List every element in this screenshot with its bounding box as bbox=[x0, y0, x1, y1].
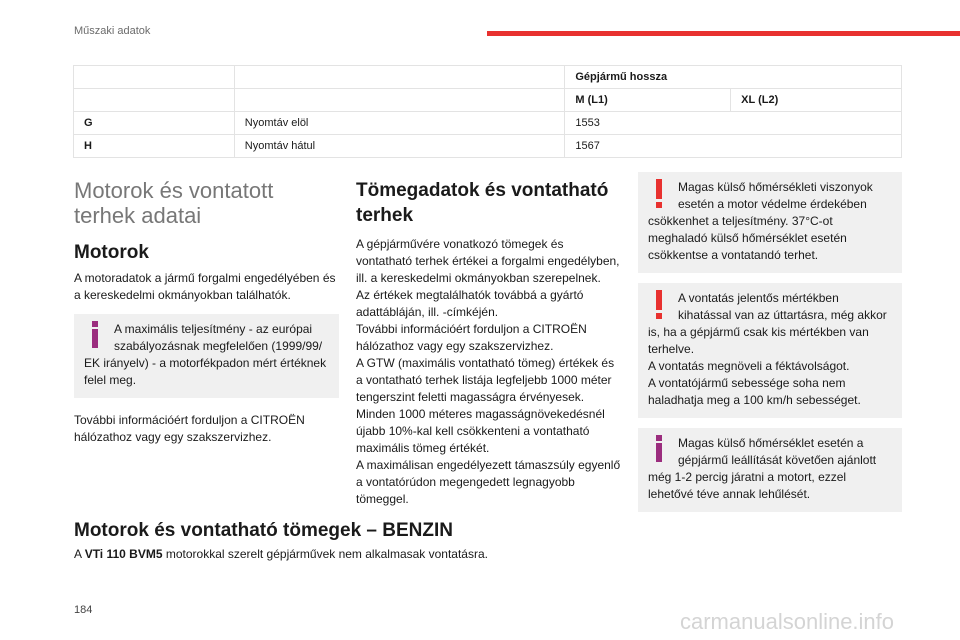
main-title: Motorok és vontatott terhek adatai bbox=[74, 178, 274, 228]
benzin-title: Motorok és vontatható tömegek – BENZIN bbox=[74, 520, 453, 541]
warning-icon bbox=[648, 290, 670, 320]
engine-name: VTi 110 BVM5 bbox=[84, 547, 163, 561]
row-label: Nyomtáv elöl bbox=[234, 112, 565, 135]
table-row bbox=[74, 112, 902, 135]
warning-icon bbox=[648, 179, 670, 209]
warning-note-towing bbox=[638, 283, 902, 418]
motorok-text: A motoradatok a jármű forgalmi engedélyében és a kereskedelmi okmányokban találhatók. bbox=[74, 271, 336, 302]
warning-note-text: Magas külső hőmérsékleti viszonyok esetén a motor védelme érdekében csökkenhet a teljesítmény. 37°C-ot meghaladó külső hőmérséklet esetén csökkentse a vontatandó terhet. bbox=[648, 180, 873, 262]
watermark: carmanualsonline.info bbox=[680, 609, 895, 634]
dimensions-table bbox=[73, 65, 902, 158]
column-left bbox=[74, 178, 339, 446]
weights-text: A gépjárművére vonatkozó tömegek és vontatható terhek értékei a forgalmi engedélyben, ill. a kereskedelmi okmányokban szerepelnek. Az értékek megtalálhatók továbbá a gyártó adattábláján, ill. -címkéjén. További információért forduljon a CITROËN hálózathoz vagy egy szakszervizhez. A GTW (maximális vontatható tömeg) értékek és a vontatható terhek listája legfeljebb 1000 méter tengerszint feletti magasságra érvényesek. Minden 1000 méteres magasságnövekedésnél újabb 10%-kal kell csökkenteni a vontatható maximális tömeg értékét. A maximálisan engedélyezett támaszsúly egyenlő a vontatórúdon megengedett legnagyobb tömeggel. bbox=[356, 237, 621, 506]
column-header-m-l1: M (L1) bbox=[565, 89, 731, 112]
row-label: Nyomtáv hátul bbox=[234, 135, 565, 158]
further-info-text: További információért forduljon a CITROËN hálózathoz vagy egy szakszervizhez. bbox=[74, 413, 305, 444]
info-icon bbox=[84, 321, 106, 351]
warning-note-text: A vontatás jelentős mértékben kihatással van az úttartásra, még akkor is, ha a gépjármű csak kis mértékben van terhelve. A vontatás megnöveli a féktávolságot. A vontatójármű sebessége soha nem haladhatja meg a 100 km/h sebességet. bbox=[648, 291, 887, 407]
info-note-text: Magas külső hőmérséklet esetén a gépjármű leállítását követően ajánlott még 1-2 percig járatni a motort, ezzel lehetővé téve annak lehűlését. bbox=[648, 436, 877, 501]
info-icon bbox=[648, 435, 670, 465]
column-group-header: Gépjármű hossza bbox=[565, 66, 902, 89]
warning-note-temperature bbox=[638, 172, 902, 273]
info-note bbox=[74, 314, 339, 398]
row-code: H bbox=[74, 135, 235, 158]
page-number: 184 bbox=[74, 604, 93, 616]
section-header: Műszaki adatok bbox=[74, 25, 151, 37]
motorok-title: Motorok bbox=[74, 242, 149, 263]
table-row bbox=[74, 135, 902, 158]
row-code: G bbox=[74, 112, 235, 135]
table-subheader-row bbox=[74, 89, 902, 112]
weights-title: Tömegadatok és vontatható terhek bbox=[356, 180, 609, 226]
column-middle bbox=[356, 178, 621, 508]
column-header-xl-l2: XL (L2) bbox=[731, 89, 902, 112]
info-note-cooling bbox=[638, 428, 902, 512]
benzin-text: A VTi 110 BVM5 motorokkal szerelt gépjárművek nem alkalmasak vontatásra. bbox=[74, 547, 488, 561]
table-header-row bbox=[74, 66, 902, 89]
info-note-text: A maximális teljesítmény - az európai szabályozásnak megfelelően (1999/99/ EK irányelv) - a motorfékpadon mért értéknek felel meg. bbox=[84, 322, 327, 387]
header-accent-bar bbox=[487, 31, 960, 36]
row-value: 1567 bbox=[565, 135, 902, 158]
column-right bbox=[638, 172, 902, 512]
row-value: 1553 bbox=[565, 112, 902, 135]
